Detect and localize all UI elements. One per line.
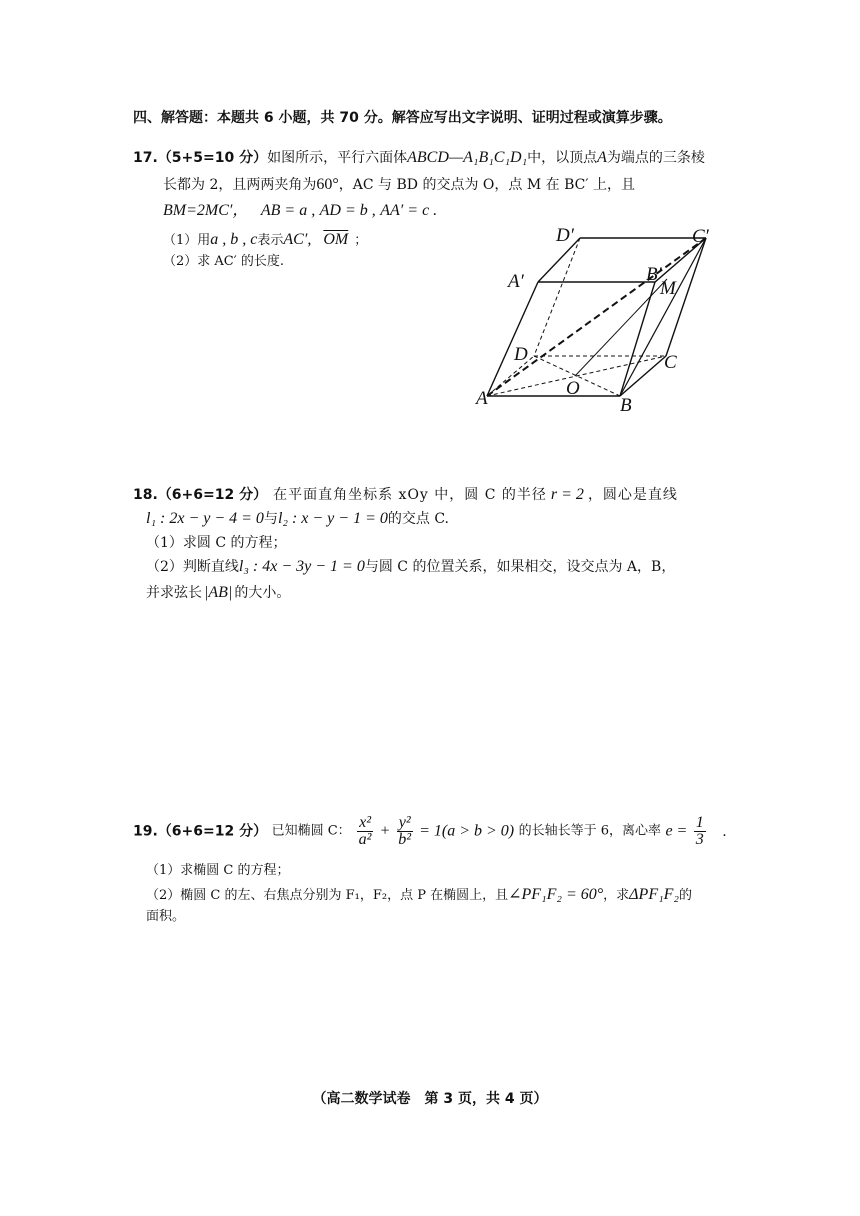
q17-text: ；	[354, 233, 368, 248]
q17-solid: ABCD—A₁B₁C₁D₁	[407, 149, 528, 166]
label-c-prime: C′	[692, 226, 709, 247]
label-a-prime: A′	[508, 271, 524, 292]
frac-num: 1	[695, 814, 704, 831]
edge-b-bprime	[620, 282, 655, 396]
q17-part2: （2）求 AC′ 的长度.	[163, 254, 284, 269]
page-footer: （高二数学试卷 第 3 页，共 4 页）	[312, 1091, 548, 1107]
frac-den: 3	[695, 831, 704, 848]
q19-part1: （1）求椭圆 C 的方程；	[146, 863, 290, 878]
q17-text: 为端点的三条棱	[606, 150, 705, 166]
q19-triangle: ΔPF₁F₂	[629, 886, 679, 903]
segment-b-cprime	[620, 238, 706, 396]
q19-frac-e	[694, 815, 706, 848]
q17-text: ，AC 与 BD 的交点为 O，点 M 在 BC′ 上，且	[338, 177, 635, 193]
q19-frac-y	[397, 815, 413, 848]
q17-vec-ab: AB = a ,	[260, 202, 316, 219]
q17-point: A	[597, 149, 607, 166]
label-b-prime: B′	[646, 264, 662, 285]
q19-plus: +	[379, 822, 391, 840]
q18-part1: （1）求圆 C 的方程；	[146, 535, 287, 551]
q17-text: 表示	[257, 233, 284, 248]
q18-chord: |AB|	[204, 584, 233, 601]
q19-rhs: = 1(a > b > 0)	[419, 822, 515, 840]
q17-condition: BM=2MC′，	[163, 202, 249, 219]
frac-num: x²	[359, 814, 372, 831]
edge-b-c	[620, 356, 666, 396]
q17-part1	[163, 229, 367, 252]
q18-line2	[146, 508, 449, 530]
q18-line4	[146, 582, 290, 604]
q17-vec-aa: AA′ = c .	[380, 202, 438, 219]
q18-part2	[146, 556, 675, 578]
q19-line1	[133, 815, 727, 863]
q18-line-l3: l₃ : 4x − 3y − 1 = 0	[238, 558, 365, 575]
label-d-prime: D′	[556, 225, 574, 246]
q17-line1	[133, 147, 705, 169]
q18-line1	[133, 484, 678, 506]
q17-vec-om: $\overline{OM}$	[323, 231, 349, 248]
q19-e: e =	[665, 822, 688, 840]
q17-text: 如图所示，平行六面体	[267, 150, 408, 166]
frac-den: a²	[358, 831, 372, 848]
q18-text: 并求弦长	[146, 585, 202, 601]
label-b: B	[620, 395, 632, 414]
frac-num: y²	[398, 814, 411, 831]
parallelepiped-figure	[470, 222, 720, 414]
label-d: D	[514, 344, 528, 365]
q18-number: 18.（6+6=12 分）	[133, 487, 268, 503]
q18-line-l2: l₂ : x − y − 1 = 0	[277, 510, 388, 527]
edge-a-aprime	[487, 282, 538, 396]
q18-text: 在平面直角坐标系 xOy 中，圆 C 的半径	[273, 487, 547, 503]
q19-angle: ∠PF₁F₂ = 60°	[508, 886, 604, 903]
q17-text: （1）用	[163, 233, 211, 248]
q17-vec-ad: AD = b ,	[319, 202, 376, 219]
frac-den: b²	[398, 831, 412, 848]
edge-d-dprime	[534, 238, 580, 356]
label-c: C	[664, 352, 677, 373]
q19-line3: 面积。	[146, 909, 186, 924]
q19-text: 的长轴长等于 6，离心率	[518, 823, 661, 839]
q18-text: 与圆 C 的位置关系，如果相交，设交点为 A，B，	[364, 559, 676, 575]
q19-text: ，求	[603, 888, 630, 903]
q19-text: （2）椭圆 C 的左、右焦点分别为 F₁，F₂，点 P 在椭圆上，且	[146, 888, 509, 903]
section-heading: 四、解答题：本题共 6 小题，共 70 分。解答应写出文字说明、证明过程或演算步骤。	[133, 110, 672, 126]
q18-text: ，圆心是直线	[587, 487, 678, 503]
q17-number: 17.（5+5=10 分）	[133, 150, 268, 166]
label-o: O	[566, 378, 580, 399]
q17-text: 长都为 2，且两两夹角为	[163, 177, 317, 193]
q19-text: 已知椭圆 C：	[271, 823, 351, 839]
q19-end: .	[722, 823, 727, 840]
label-a: A	[476, 388, 488, 409]
q19-part2	[146, 884, 692, 907]
q18-radius: r = 2	[550, 486, 584, 503]
q18-text: 的大小。	[234, 585, 291, 601]
q18-line-l1: l₁ : 2x − y − 4 = 0	[146, 510, 264, 527]
q17-vec-ac: AC′,	[283, 231, 312, 248]
q18-text: （2）判断直线	[146, 559, 239, 575]
label-m: M	[660, 278, 676, 299]
segment-o-m	[575, 279, 667, 376]
q17-vars: a , b , c	[210, 231, 258, 248]
q17-text: 中，以顶点	[527, 150, 598, 166]
q17-line2	[163, 174, 635, 196]
q18-text: 与	[263, 511, 278, 527]
q17-line3	[163, 200, 437, 222]
q19-number: 19.（6+6=12 分）	[133, 823, 268, 840]
q18-text: 的交点 C.	[387, 511, 449, 527]
q19-text: 的	[679, 888, 693, 903]
q17-angle: 60°	[316, 176, 339, 193]
q19-frac-x	[357, 815, 373, 848]
